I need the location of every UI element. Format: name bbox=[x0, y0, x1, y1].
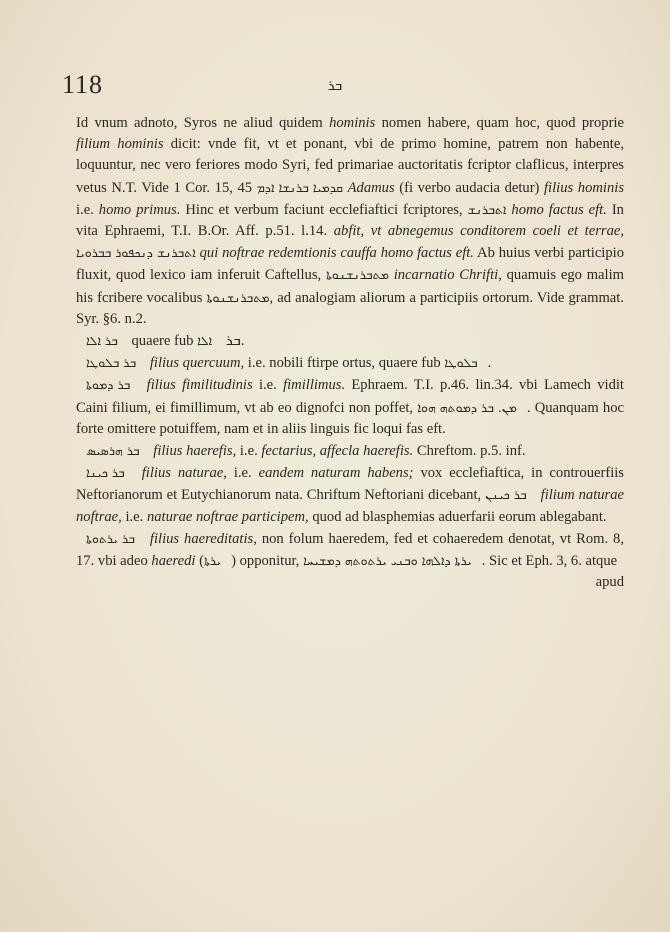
latin-text: . Sic et Eph. 3, 6. atque bbox=[481, 553, 618, 570]
syriac-word: ܒܪ ܟܝܢܢ bbox=[485, 487, 527, 503]
latin-text: quaere fub bbox=[127, 333, 198, 350]
syriac-word: ܒܪ ܟܝܢܐ bbox=[86, 465, 125, 481]
italic-gloss: filium naturae noftrae, bbox=[76, 487, 625, 525]
latin-text: ) opponitur, bbox=[231, 553, 304, 570]
latin-text: i.e. nobili ftirpe ortus, quaere fub bbox=[244, 355, 445, 372]
syriac-word: ܒܪ ܐܠܐ bbox=[86, 333, 118, 349]
syriac-word: ܝܪܬܐ bbox=[203, 553, 222, 569]
latin-text: i.e. bbox=[252, 377, 284, 394]
italic-gloss: homo primus. bbox=[98, 201, 181, 218]
italic-gloss: naturae noftrae participem, bbox=[146, 508, 309, 525]
syriac-word: ܐܠܐ bbox=[197, 333, 213, 349]
lexicon-entry bbox=[76, 440, 624, 462]
latin-text: Chreftom. p.5. inf. bbox=[413, 443, 526, 460]
italic-gloss: fimillimus. bbox=[283, 377, 346, 394]
lexicon-entry bbox=[76, 374, 624, 440]
italic-gloss: filius haerefis, bbox=[153, 443, 237, 460]
latin-text: i.e. bbox=[121, 508, 147, 525]
paragraph bbox=[76, 113, 624, 330]
syriac-word: ܒܪ ܕܡܘܬܐ bbox=[86, 377, 131, 393]
latin-text: vox ecclefiaftica, in controuerfiis Neftorianorum et Eutychianorum nata. Chriftum Neftoriani dicebant, bbox=[76, 465, 624, 504]
syriac-word: ܒܪ ܒܠܘܛܐ bbox=[86, 355, 137, 371]
syriac-word: ܩܕܡܝܐ ܒܪܢܫܐ ܐܕܡ bbox=[256, 179, 344, 195]
italic-gloss: qui noftrae redemtionis cauffa homo factus eft. bbox=[199, 245, 474, 262]
running-head bbox=[62, 70, 608, 100]
italic-gloss: filium hominis bbox=[76, 136, 164, 153]
latin-text: . bbox=[487, 355, 492, 372]
syriac-word: ܒܠܘܛܐ bbox=[444, 355, 478, 371]
latin-text: quod ad blasphemias aduerfarii eorum ablegabant. bbox=[308, 508, 607, 525]
italic-gloss: hominis bbox=[329, 115, 376, 131]
syriac-word: ܒܪ ܝܪܬܘܬܐ bbox=[86, 530, 135, 546]
syriac-word: ܐܬܒܪܢܫ bbox=[156, 245, 196, 261]
latin-text: (fi verbo audacia detur) bbox=[394, 179, 544, 196]
latin-text: Id vnum adnoto, Syros ne aliud quidem bbox=[76, 115, 330, 131]
latin-text: In vita Ephraemi, T.I. B.Or. Aff. p.51. l.14. bbox=[76, 201, 624, 240]
lexicon-entry bbox=[76, 462, 624, 528]
latin-text: . Quanquam hoc forte omittere potuiffem, nam et in aliis linguis fic loqui fas eft. bbox=[76, 399, 624, 437]
syriac-word: ܡܬܒܪܢܫܢܘܬܐ bbox=[206, 289, 270, 305]
italic-gloss: abfit, vt abnegemus conditorem coeli et terrae, bbox=[333, 223, 624, 240]
syriac-word: ܡܬܒܪܢܫܢܘܬܐ bbox=[325, 267, 389, 283]
syriac-word: ܒܪ ܗܪܣܝܣ bbox=[86, 443, 140, 459]
latin-text: Ab huius verbi participio fluxit, quod lexico iam inferuit Caftellus, bbox=[76, 245, 624, 284]
italic-gloss: filius quercuum, bbox=[149, 355, 245, 372]
latin-text: quamuis ego malim his fcribere vocalibus bbox=[76, 267, 624, 306]
latin-text: Hinc et verbum faciunt ecclefiaftici fcriptores, bbox=[180, 201, 468, 218]
syriac-word: ܝܪܬܐ ܕܐܠܗܐ ܘܒܢܝ ܝܪܬܘܬܗ ܕܡܫܝܚܐ bbox=[303, 553, 472, 569]
italic-gloss: Adamus bbox=[347, 179, 395, 196]
lexicon-entry bbox=[76, 352, 624, 374]
italic-gloss: filius hominis bbox=[544, 179, 624, 196]
italic-gloss: filius naturae, bbox=[141, 465, 227, 482]
latin-text: i.e. bbox=[226, 465, 259, 482]
latin-text: nomen habere, quam hoc, quod proprie bbox=[375, 115, 624, 131]
syriac-word: ܐܬܒܪܢܫ bbox=[467, 201, 507, 217]
latin-text: non folum haeredem, fed et cohaeredem denotat, vt Rom. 8, 17. vbi adeo bbox=[76, 530, 625, 570]
italic-gloss: filius fimilitudinis bbox=[146, 377, 253, 394]
italic-gloss: homo factus eft. bbox=[511, 201, 607, 218]
latin-text: ܒܪ. bbox=[222, 333, 245, 350]
lexicon-entry bbox=[76, 330, 624, 352]
latin-text bbox=[135, 465, 142, 481]
latin-text: dicit: vnde fit, vt et ponant, vbi de primo homine, patrem non habente, loquuntur, nec vero feriores modo Syri, fed primariae auctoritatis fcriptor claflicus, interpres vetus N.T. Vide 1 Cor. 15, 45 bbox=[76, 136, 624, 196]
lexicon-entry bbox=[76, 528, 624, 572]
italic-gloss: eandem naturam habens; bbox=[258, 465, 414, 482]
running-head-syriac: ܒܪ bbox=[327, 78, 343, 94]
latin-text: i.e. bbox=[76, 201, 99, 218]
italic-gloss: incarnatio Chrifti, bbox=[393, 267, 502, 284]
syriac-word: ܕܢܟܦܘܪ ܒܒܪܘܝܐ bbox=[76, 245, 153, 261]
syriac-word: ܡܢ. ܒܪ ܕܡܘܬܗ ܗܘܐ bbox=[417, 399, 517, 415]
italic-gloss: haeredi bbox=[151, 553, 196, 570]
latin-text: i.e. bbox=[236, 443, 262, 460]
italic-gloss: filius haereditatis, bbox=[149, 530, 257, 547]
catchword: apud bbox=[595, 574, 624, 591]
latin-text: , ad analogiam aliorum a participiis ortorum. Vide grammat. Syr. §6. n.2. bbox=[76, 289, 624, 327]
latin-text: Ephraem. T.I. p.46. lin.34. vbi Lamech vidit Caini filium, ei fimillimum, vt ab eo dignofci non poffet, bbox=[76, 377, 624, 416]
page-number: 118 bbox=[62, 70, 104, 99]
latin-text: ( bbox=[195, 553, 204, 570]
body-text bbox=[76, 113, 624, 593]
italic-gloss: fectarius, affecla haerefis. bbox=[261, 443, 414, 460]
